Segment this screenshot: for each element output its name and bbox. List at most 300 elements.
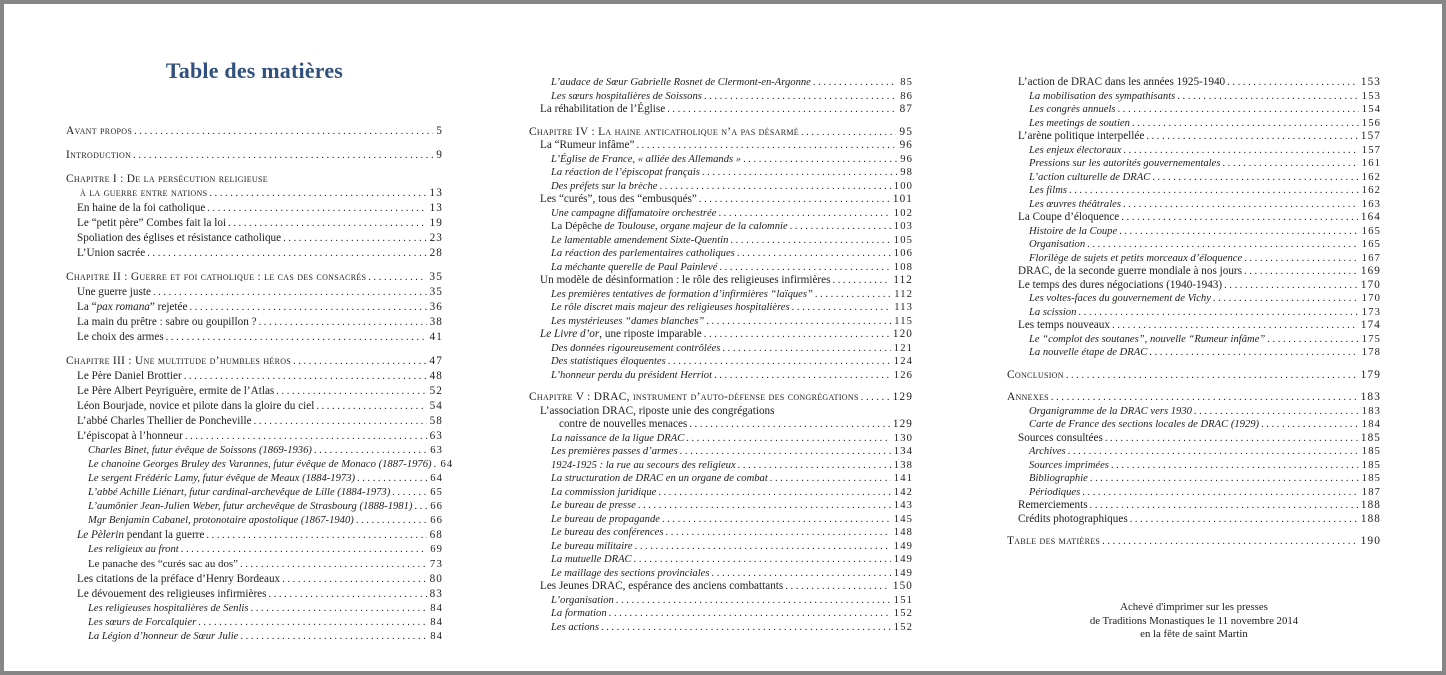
dot-leader xyxy=(1051,391,1358,405)
toc-entry-label: contre de nouvelles menaces xyxy=(559,418,688,430)
dot-leader xyxy=(1267,333,1359,347)
toc-entry xyxy=(66,330,443,345)
toc-entry-page: 188 xyxy=(1360,499,1381,511)
toc-entry-page: 5 xyxy=(436,125,443,137)
toc-entry-label: Chapitre I : De la persécution religieuse xyxy=(66,173,268,185)
toc-entry-page: 19 xyxy=(429,217,443,229)
toc-entry-label: Les mystérieuses “dames blanches” xyxy=(551,315,705,327)
dot-leader xyxy=(686,432,891,446)
dot-leader xyxy=(259,315,427,330)
toc-entry-page: 112 xyxy=(894,288,913,300)
toc-entry-label: Le sergent Frédéric Lamy, futur évêque de Meaux (1884-1973) xyxy=(88,473,356,484)
dot-leader xyxy=(668,355,891,369)
toc-entry xyxy=(66,543,443,557)
toc-entry xyxy=(529,342,913,356)
toc-entry-label: Le bureau de presse xyxy=(551,500,636,511)
toc-entry-label: Le bureau de propagande xyxy=(551,513,660,525)
dot-leader xyxy=(133,148,433,163)
toc-entry xyxy=(529,355,913,369)
dot-leader xyxy=(667,103,896,117)
toc-entry-page: 54 xyxy=(429,400,443,412)
toc-entry-label: La formation xyxy=(551,608,607,619)
toc-entry-page: 96 xyxy=(899,139,913,151)
dot-leader xyxy=(722,342,890,356)
toc-entry-page: 48 xyxy=(429,370,443,382)
toc-entry-label: Bibliographie xyxy=(1029,473,1088,484)
toc-entry-page: 58 xyxy=(429,415,443,427)
toc-entry-label: Table des matières xyxy=(1007,535,1101,547)
dot-leader xyxy=(801,126,896,140)
dot-leader xyxy=(240,630,427,644)
toc-entry xyxy=(66,315,443,330)
toc-entry-page: 145 xyxy=(893,513,913,525)
toc-entry-label: La Coupe d’éloquence xyxy=(1018,211,1120,223)
toc-entry-page: 153 xyxy=(1361,90,1381,102)
toc-entry-page: 157 xyxy=(1360,130,1381,142)
toc-entry-label: L’association DRAC, riposte unie des congrégations xyxy=(540,404,775,417)
dot-leader xyxy=(434,458,438,472)
dot-leader xyxy=(184,369,427,384)
toc-entry xyxy=(66,414,443,429)
toc-entry xyxy=(66,384,443,399)
toc-entry-label: La réaction de l’épiscopat français xyxy=(551,167,700,178)
dot-leader xyxy=(1082,486,1359,500)
toc-entry xyxy=(1007,117,1381,131)
toc-entry xyxy=(529,418,913,432)
toc-entry xyxy=(529,90,913,104)
toc-entry xyxy=(66,528,443,543)
dot-leader xyxy=(414,500,427,514)
toc-entry xyxy=(529,166,913,180)
toc-entry-page: 152 xyxy=(893,621,913,633)
toc-entry-label: Des statistiques éloquentes xyxy=(551,356,666,367)
toc-entry xyxy=(529,594,913,608)
dot-leader xyxy=(1112,319,1358,333)
toc-entry-label: à la guerre entre nations xyxy=(80,187,208,199)
toc-entry-page: 112 xyxy=(893,274,913,286)
toc-entry-page: 103 xyxy=(893,221,913,232)
dot-leader xyxy=(815,288,891,302)
dot-leader xyxy=(1111,459,1359,473)
toc-entry xyxy=(66,500,443,514)
toc-entry-label: Les religieux au front xyxy=(88,544,179,555)
toc-entry-label: Les sœurs de Forcalquier xyxy=(88,617,197,628)
toc-entry xyxy=(529,486,913,500)
colophon xyxy=(1044,601,1344,642)
toc-entry-label: Chapitre V : DRAC, instrument d’auto-défense des congrégations xyxy=(529,391,859,403)
toc-entry xyxy=(529,621,913,635)
dot-leader xyxy=(719,261,890,275)
toc-entry xyxy=(529,126,913,140)
toc-entry xyxy=(66,572,443,587)
toc-entry-label: Chapitre IV : La haine anticatholique n’a pas désarmé xyxy=(529,125,799,138)
dot-leader xyxy=(699,193,890,207)
toc-entry xyxy=(1007,486,1381,500)
toc-entry-label: Le bureau des conférences xyxy=(551,527,664,538)
toc-entry-label: Le “petit père” Combes fait la loi xyxy=(77,217,227,229)
toc-entry xyxy=(66,458,454,472)
toc-entry-page: 69 xyxy=(430,544,443,555)
toc-entry-page: 165 xyxy=(1361,225,1381,237)
toc-entry xyxy=(529,139,913,153)
toc-entry-page: 183 xyxy=(1361,405,1381,417)
toc-entry-page: 173 xyxy=(1361,306,1381,318)
dot-leader xyxy=(134,124,433,139)
toc-entry-page: 87 xyxy=(899,103,913,115)
toc-entry-label: L’arène politique interpellée xyxy=(1018,130,1145,142)
toc-entry-page: 162 xyxy=(1361,171,1381,183)
toc-entry xyxy=(66,148,443,163)
toc-entry xyxy=(1007,252,1381,266)
toc-entry xyxy=(66,124,443,139)
dot-leader xyxy=(738,459,891,473)
toc-entry xyxy=(66,186,443,201)
toc-column-3 xyxy=(1007,76,1381,549)
toc-entry xyxy=(529,553,913,567)
toc-entry xyxy=(529,499,913,513)
toc-entry xyxy=(66,399,443,414)
toc-entry-label: La mobilisation des sympathisants xyxy=(1029,90,1176,102)
toc-entry-label: Le maillage des sections provinciales xyxy=(551,567,710,579)
toc-entry-label: Spoliation des églises et résistance catholique xyxy=(77,232,282,244)
toc-entry xyxy=(529,472,913,486)
toc-entry xyxy=(1007,459,1381,473)
toc-entry-page: 98 xyxy=(900,167,913,178)
toc-entry-page: 73 xyxy=(429,558,443,570)
dot-leader xyxy=(147,246,426,261)
dot-leader xyxy=(1090,499,1358,513)
toc-entry-page: 134 xyxy=(893,446,913,457)
toc-entry xyxy=(1007,319,1381,333)
toc-entry-page: 84 xyxy=(430,603,443,614)
toc-entry xyxy=(66,557,443,572)
toc-entry-page: 187 xyxy=(1361,486,1381,498)
toc-entry xyxy=(66,270,443,285)
toc-entry-label: Chapitre III : Une multitude d’humbles héros xyxy=(66,355,292,367)
toc-entry xyxy=(66,246,443,261)
toc-entry xyxy=(529,369,913,383)
toc-entry xyxy=(1007,405,1381,419)
toc-entry xyxy=(1007,103,1381,117)
toc-entry-page: 185 xyxy=(1361,459,1381,471)
page-title: Table des matières xyxy=(165,58,344,83)
toc-entry-label: Les “curés”, tous des “embusqués” xyxy=(540,193,697,205)
dot-leader xyxy=(1090,472,1359,486)
toc-entry-page: 153 xyxy=(1360,76,1381,88)
dot-leader xyxy=(616,594,891,608)
dot-leader xyxy=(737,247,891,261)
toc-entry-page: 66 xyxy=(430,515,443,526)
toc-entry-label: Crédits photographiques xyxy=(1018,512,1128,525)
dot-leader xyxy=(635,540,891,554)
toc-entry xyxy=(1007,279,1381,293)
toc-entry xyxy=(1007,333,1381,347)
toc-entry xyxy=(66,216,443,231)
dot-leader xyxy=(1102,535,1357,549)
toc-entry xyxy=(66,472,443,486)
toc-entry-page: 95 xyxy=(899,125,913,138)
toc-entry xyxy=(1007,445,1381,459)
toc-entry-page: 129 xyxy=(892,418,913,430)
toc-entry xyxy=(529,405,913,419)
toc-entry xyxy=(1007,391,1381,405)
toc-entry xyxy=(66,486,443,500)
toc-entry-label: Pressions sur les autorités gouvernementales xyxy=(1029,158,1221,169)
toc-entry-page: 102 xyxy=(893,207,913,219)
dot-leader xyxy=(636,139,896,153)
toc-entry-page: 141 xyxy=(893,473,913,484)
toc-entry xyxy=(1007,346,1381,360)
dot-leader xyxy=(166,330,427,345)
toc-entry xyxy=(529,207,913,221)
dot-leader xyxy=(730,234,890,248)
dot-leader xyxy=(254,414,427,429)
toc-entry xyxy=(66,300,443,315)
dot-leader xyxy=(1244,265,1358,279)
toc-entry-label: Une campagne diffamatoire orchestrée xyxy=(551,207,717,219)
dot-leader xyxy=(316,399,426,414)
toc-entry-page: 183 xyxy=(1360,391,1381,403)
toc-entry-label: La scission xyxy=(1029,306,1077,318)
toc-entry-label: Histoire de la Coupe xyxy=(1029,225,1118,237)
toc-entry xyxy=(1007,418,1381,432)
toc-entry-page: 185 xyxy=(1360,431,1381,444)
toc-entry xyxy=(529,459,913,473)
dot-leader xyxy=(1244,252,1359,266)
toc-entry-label: L’audace de Sœur Gabrielle Rosnet de Clermont-en-Argonne xyxy=(551,77,811,88)
toc-entry xyxy=(66,429,443,444)
toc-entry-page: 163 xyxy=(1361,198,1381,210)
toc-entry-page: 188 xyxy=(1360,512,1381,525)
toc-entry xyxy=(529,315,913,329)
toc-entry xyxy=(66,602,443,616)
dot-leader xyxy=(209,186,426,201)
toc-entry-label: La main du prêtre : sabre ou goupillon ? xyxy=(77,316,257,328)
toc-entry-page: 113 xyxy=(894,302,913,313)
toc-entry xyxy=(529,526,913,540)
dot-leader xyxy=(638,499,891,513)
toc-entry-label: Le Pèlerin pendant la guerre xyxy=(77,529,205,541)
dot-leader xyxy=(1130,513,1358,527)
toc-entry-label: Le lamentable amendement Sixte-Quentin xyxy=(551,234,729,246)
toc-entry-label: Organigramme de la DRAC vers 1930 xyxy=(1029,405,1192,417)
toc-entry-page: 65 xyxy=(430,487,443,498)
toc-entry-page: 84 xyxy=(430,617,443,628)
dot-leader xyxy=(665,526,890,540)
dot-leader xyxy=(368,270,426,285)
toc-entry-page: 167 xyxy=(1361,252,1381,264)
dot-leader xyxy=(634,553,891,567)
dot-leader xyxy=(1194,405,1359,419)
toc-entry-page: 148 xyxy=(893,527,913,538)
dot-leader xyxy=(198,616,427,630)
toc-entry-page: 156 xyxy=(1361,117,1381,129)
dot-leader xyxy=(609,607,891,621)
toc-entry-label: Carte de France des sections locales de DRAC (1929) xyxy=(1029,419,1260,430)
toc-entry-page: 41 xyxy=(429,331,443,343)
toc-entry-page: 36 xyxy=(429,301,443,313)
toc-entry-page: 115 xyxy=(894,315,913,327)
toc-entry-page: 105 xyxy=(893,234,913,246)
dot-leader xyxy=(861,391,890,405)
toc-entry-label: Les actions xyxy=(551,621,599,633)
toc-entry xyxy=(66,231,443,246)
toc-entry-page: 120 xyxy=(892,328,913,340)
toc-entry-label: Les œuvres théâtrales xyxy=(1029,198,1122,210)
dot-leader xyxy=(282,572,426,587)
toc-entry-label: La “Rumeur infâme” xyxy=(540,139,635,151)
toc-entry-label: Léon Bourjade, novice et pilote dans la gloire du ciel xyxy=(77,400,315,412)
toc-entry-label: L’organisation xyxy=(551,594,614,606)
toc-entry-label: La commission juridique xyxy=(551,486,657,498)
toc-entry xyxy=(1007,144,1381,158)
toc-entry-label: L’action de DRAC dans les années 1925-1940 xyxy=(1018,76,1226,88)
dot-leader xyxy=(283,231,426,246)
dot-leader xyxy=(1227,76,1358,90)
dot-leader xyxy=(706,315,891,329)
toc-entry-label: En haine de la foi catholique xyxy=(77,202,206,214)
toc-entry-page: 101 xyxy=(892,193,913,205)
toc-entry xyxy=(1007,472,1381,486)
toc-entry-page: 152 xyxy=(893,608,913,619)
toc-entry-page: 23 xyxy=(429,232,443,244)
toc-entry xyxy=(66,354,443,369)
toc-entry-label: 1924-1925 : la rue au secours des religieux xyxy=(551,459,736,471)
toc-entry-page: 142 xyxy=(893,486,913,498)
toc-entry-page: 96 xyxy=(900,153,913,165)
toc-entry-page: 184 xyxy=(1361,419,1381,430)
toc-entry-label: L’Église de France, « alliée des Allemands » xyxy=(551,153,742,165)
toc-entry-page: 179 xyxy=(1360,368,1381,381)
dot-leader xyxy=(702,166,897,180)
toc-entry xyxy=(66,514,443,528)
toc-entry-page: 138 xyxy=(893,459,913,471)
toc-entry-page: 108 xyxy=(893,261,913,273)
toc-column-2 xyxy=(529,76,913,634)
dot-leader xyxy=(1105,432,1358,446)
toc-entry-page: 64 xyxy=(440,459,454,470)
toc-entry-page: 100 xyxy=(893,180,913,192)
toc-entry-label: Le panache des “curés sac au dos” xyxy=(88,558,238,570)
dot-leader xyxy=(792,301,892,315)
toc-entry-label: Conclusion xyxy=(1007,368,1064,381)
dot-leader xyxy=(1177,90,1359,104)
toc-entry-page: 83 xyxy=(429,588,443,600)
toc-entry-label: Le choix des armes xyxy=(77,331,164,343)
toc-entry-label: Le bureau militaire xyxy=(551,540,633,552)
toc-entry-label: La “pax romana” rejetée xyxy=(77,301,188,313)
toc-entry-label: La naissance de la ligue DRAC xyxy=(551,432,685,444)
toc-entry-label: Les premières tentatives de formation d’infirmières “laïques” xyxy=(551,288,813,300)
dot-leader xyxy=(714,369,891,383)
toc-entry xyxy=(1007,513,1381,527)
toc-entry-label: Sources imprimées xyxy=(1029,459,1109,471)
toc-entry-label: Les congrès annuels xyxy=(1029,104,1116,115)
dot-leader xyxy=(185,429,427,444)
toc-entry xyxy=(529,567,913,581)
toc-entry xyxy=(1007,76,1381,90)
dot-leader xyxy=(813,76,897,90)
toc-entry-label: Introduction xyxy=(66,149,132,161)
toc-entry-label: Les temps nouveaux xyxy=(1018,319,1110,331)
dot-leader xyxy=(357,472,427,486)
toc-entry-label: Le temps des dures négociations (1940-1943) xyxy=(1018,278,1223,291)
toc-entry-page: 38 xyxy=(429,316,443,328)
dot-leader xyxy=(206,528,426,543)
toc-entry xyxy=(1007,432,1381,446)
toc-entry xyxy=(529,288,913,302)
toc-entry xyxy=(529,234,913,248)
toc-entry xyxy=(1007,306,1381,320)
dot-leader xyxy=(743,153,897,167)
toc-entry-page: 63 xyxy=(430,445,443,456)
toc-entry-page: 35 xyxy=(429,271,443,283)
toc-entry-label: Les meetings de soutien xyxy=(1029,117,1130,129)
toc-entry xyxy=(1007,238,1381,252)
toc-entry-page: 28 xyxy=(429,247,443,259)
toc-entry-page: 80 xyxy=(429,573,443,585)
toc-entry xyxy=(529,580,913,594)
toc-entry-page: 66 xyxy=(430,501,443,512)
dot-leader xyxy=(601,621,891,635)
toc-entry-label: Les citations de la préface d’Henry Bordeaux xyxy=(77,573,281,585)
dot-leader xyxy=(704,328,890,342)
toc-entry xyxy=(66,630,443,644)
dot-leader xyxy=(153,285,427,300)
dot-leader xyxy=(1069,184,1359,198)
toc-entry-label: Remerciements xyxy=(1018,499,1088,511)
dot-leader xyxy=(1121,211,1358,225)
toc-entry xyxy=(529,540,913,554)
toc-entry-label: Les voltes-faces du gouvernement de Vichy xyxy=(1029,293,1211,304)
toc-entry xyxy=(529,391,913,405)
toc-entry-page: 13 xyxy=(429,187,443,199)
toc-entry-label: Les sœurs hospitalières de Soissons xyxy=(551,90,702,102)
dot-leader xyxy=(392,486,427,500)
toc-entry-label: L’épiscopat à l’honneur xyxy=(77,430,183,442)
dot-leader xyxy=(704,90,897,104)
dot-leader xyxy=(1152,171,1358,185)
dot-leader xyxy=(1123,144,1358,158)
toc-entry-label: L’abbé Charles Thellier de Poncheville xyxy=(77,415,252,427)
dot-leader xyxy=(1118,103,1359,117)
dot-leader xyxy=(712,567,891,581)
toc-entry xyxy=(66,172,443,186)
toc-entry-page: 157 xyxy=(1361,144,1381,156)
toc-entry xyxy=(529,513,913,527)
toc-entry-label: Les enjeux électoraux xyxy=(1029,144,1122,156)
toc-entry-page: 130 xyxy=(893,432,913,444)
dot-leader xyxy=(790,220,891,234)
toc-entry xyxy=(529,153,913,167)
dot-leader xyxy=(1132,117,1359,131)
toc-entry-page: 185 xyxy=(1361,473,1381,484)
toc-entry xyxy=(1007,369,1381,383)
toc-entry xyxy=(1007,171,1381,185)
toc-entry xyxy=(529,103,913,117)
dot-leader xyxy=(680,445,891,459)
dot-leader xyxy=(314,444,427,458)
toc-entry xyxy=(529,607,913,621)
toc-entry xyxy=(529,193,913,207)
dot-leader xyxy=(1222,157,1358,171)
toc-entry-page: 150 xyxy=(892,580,913,592)
dot-leader xyxy=(228,216,427,231)
toc-entry-page: 126 xyxy=(893,369,913,381)
toc-entry-page: 121 xyxy=(893,342,913,354)
dot-leader xyxy=(1123,198,1359,212)
toc-entry-page: 162 xyxy=(1361,185,1381,196)
